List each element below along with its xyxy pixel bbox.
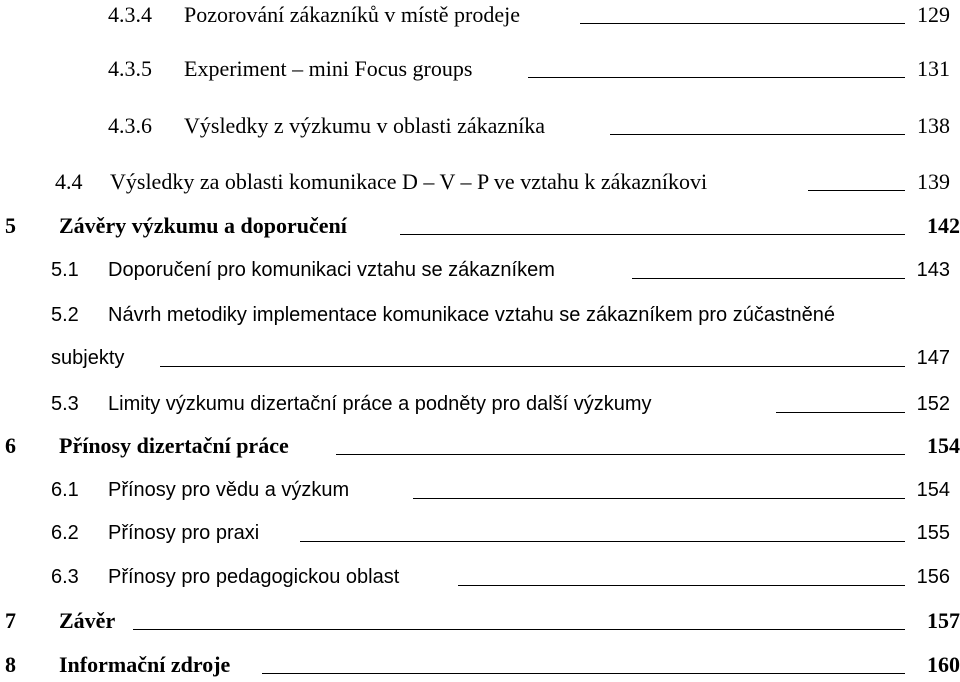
toc-entry-number: 5.1 <box>51 259 79 281</box>
toc-leader-line <box>413 498 905 499</box>
toc-entry-number: 4.3.5 <box>108 56 152 81</box>
toc-entry-title: Výsledky z výzkumu v oblasti zákazníka <box>184 113 546 138</box>
toc-entry-number: 6.3 <box>51 566 79 588</box>
toc-entry-8[interactable] <box>0 650 960 680</box>
toc-entry-number: 4.3.6 <box>108 113 152 138</box>
toc-entry-number: 6.1 <box>51 479 79 501</box>
toc-entry-page: 143 <box>916 259 950 281</box>
toc-entry-page: 139 <box>917 169 950 194</box>
toc-entry-number: 6.2 <box>51 522 79 544</box>
toc-entry-5-1[interactable] <box>0 255 960 285</box>
toc-entry-5-2-continuation[interactable] <box>0 343 960 373</box>
toc-entry-page: 157 <box>927 608 960 633</box>
toc-entry-6[interactable] <box>0 431 960 461</box>
toc-entry-title-continuation: subjekty <box>51 347 125 369</box>
toc-entry-number: 7 <box>5 608 16 633</box>
toc-leader-line <box>458 585 905 586</box>
toc-entry-4-3-5[interactable] <box>0 54 960 84</box>
toc-entry-title: Závěr <box>59 608 116 633</box>
toc-leader-line <box>580 23 905 24</box>
toc-entry-4-3-4[interactable] <box>0 0 960 30</box>
toc-entry-title: Pozorování zákazníků v místě prodeje <box>184 2 521 27</box>
toc-entry-title: Závěry výzkumu a doporučení <box>59 213 347 238</box>
toc-entry-title: Informační zdroje <box>59 652 231 677</box>
toc-leader-line <box>776 412 905 413</box>
toc-entry-6-1[interactable] <box>0 475 960 505</box>
toc-entry-5-2[interactable] <box>0 300 960 330</box>
toc-entry-title: Výsledky za oblasti komunikace D – V – P ve vztahu k zákazníkovi <box>110 169 708 194</box>
toc-entry-page: 160 <box>927 652 960 677</box>
toc-leader-line <box>160 366 905 367</box>
toc-entry-page: 154 <box>916 479 950 501</box>
toc-entry-title: Přínosy pro pedagogickou oblast <box>108 566 400 588</box>
toc-entry-page: 142 <box>927 213 960 238</box>
toc-entry-number: 5 <box>5 213 16 238</box>
toc-leader-line <box>808 190 905 191</box>
toc-entry-6-2[interactable] <box>0 518 960 548</box>
toc-entry-title: Přínosy pro praxi <box>108 522 260 544</box>
toc-leader-line <box>336 454 905 455</box>
toc-leader-line <box>400 234 905 235</box>
toc-entry-number: 5.3 <box>51 393 79 415</box>
toc-leader-line <box>133 629 905 630</box>
toc-entry-number: 4.4 <box>55 169 83 194</box>
toc-entry-title: Experiment – mini Focus groups <box>184 56 473 81</box>
toc-entry-number: 8 <box>5 652 16 677</box>
toc-entry-title: Návrh metodiky implementace komunikace vztahu se zákazníkem pro zúčastněné <box>108 304 836 326</box>
toc-entry-5[interactable] <box>0 211 960 241</box>
toc-entry-page: 154 <box>927 433 960 458</box>
toc-entry-title: Limity výzkumu dizertační práce a podněty pro další výzkumy <box>108 393 652 415</box>
toc-entry-page: 152 <box>916 393 950 415</box>
toc-entry-5-3[interactable] <box>0 389 960 419</box>
toc-entry-number: 6 <box>5 433 16 458</box>
toc-leader-line <box>262 673 905 674</box>
toc-entry-title: Přínosy dizertační práce <box>59 433 289 458</box>
toc-entry-page: 131 <box>917 56 950 81</box>
toc-entry-page: 129 <box>917 2 950 27</box>
toc-entry-page: 138 <box>917 113 950 138</box>
toc-leader-line <box>632 278 905 279</box>
toc-entry-number: 4.3.4 <box>108 2 152 27</box>
toc-leader-line <box>300 541 905 542</box>
toc-entry-page: 155 <box>916 522 950 544</box>
toc-entry-4-3-6[interactable] <box>0 111 960 141</box>
toc-entry-title: Doporučení pro komunikaci vztahu se zákazníkem <box>108 259 555 281</box>
toc-entry-number: 5.2 <box>51 304 79 326</box>
toc-entry-page: 147 <box>916 347 950 369</box>
toc-entry-6-3[interactable] <box>0 562 960 592</box>
toc-entry-7[interactable] <box>0 606 960 636</box>
toc-leader-line <box>610 134 905 135</box>
toc-leader-line <box>528 77 905 78</box>
toc-entry-page: 156 <box>916 566 950 588</box>
toc-entry-title: Přínosy pro vědu a výzkum <box>108 479 350 501</box>
toc-entry-4-4[interactable] <box>0 167 960 197</box>
